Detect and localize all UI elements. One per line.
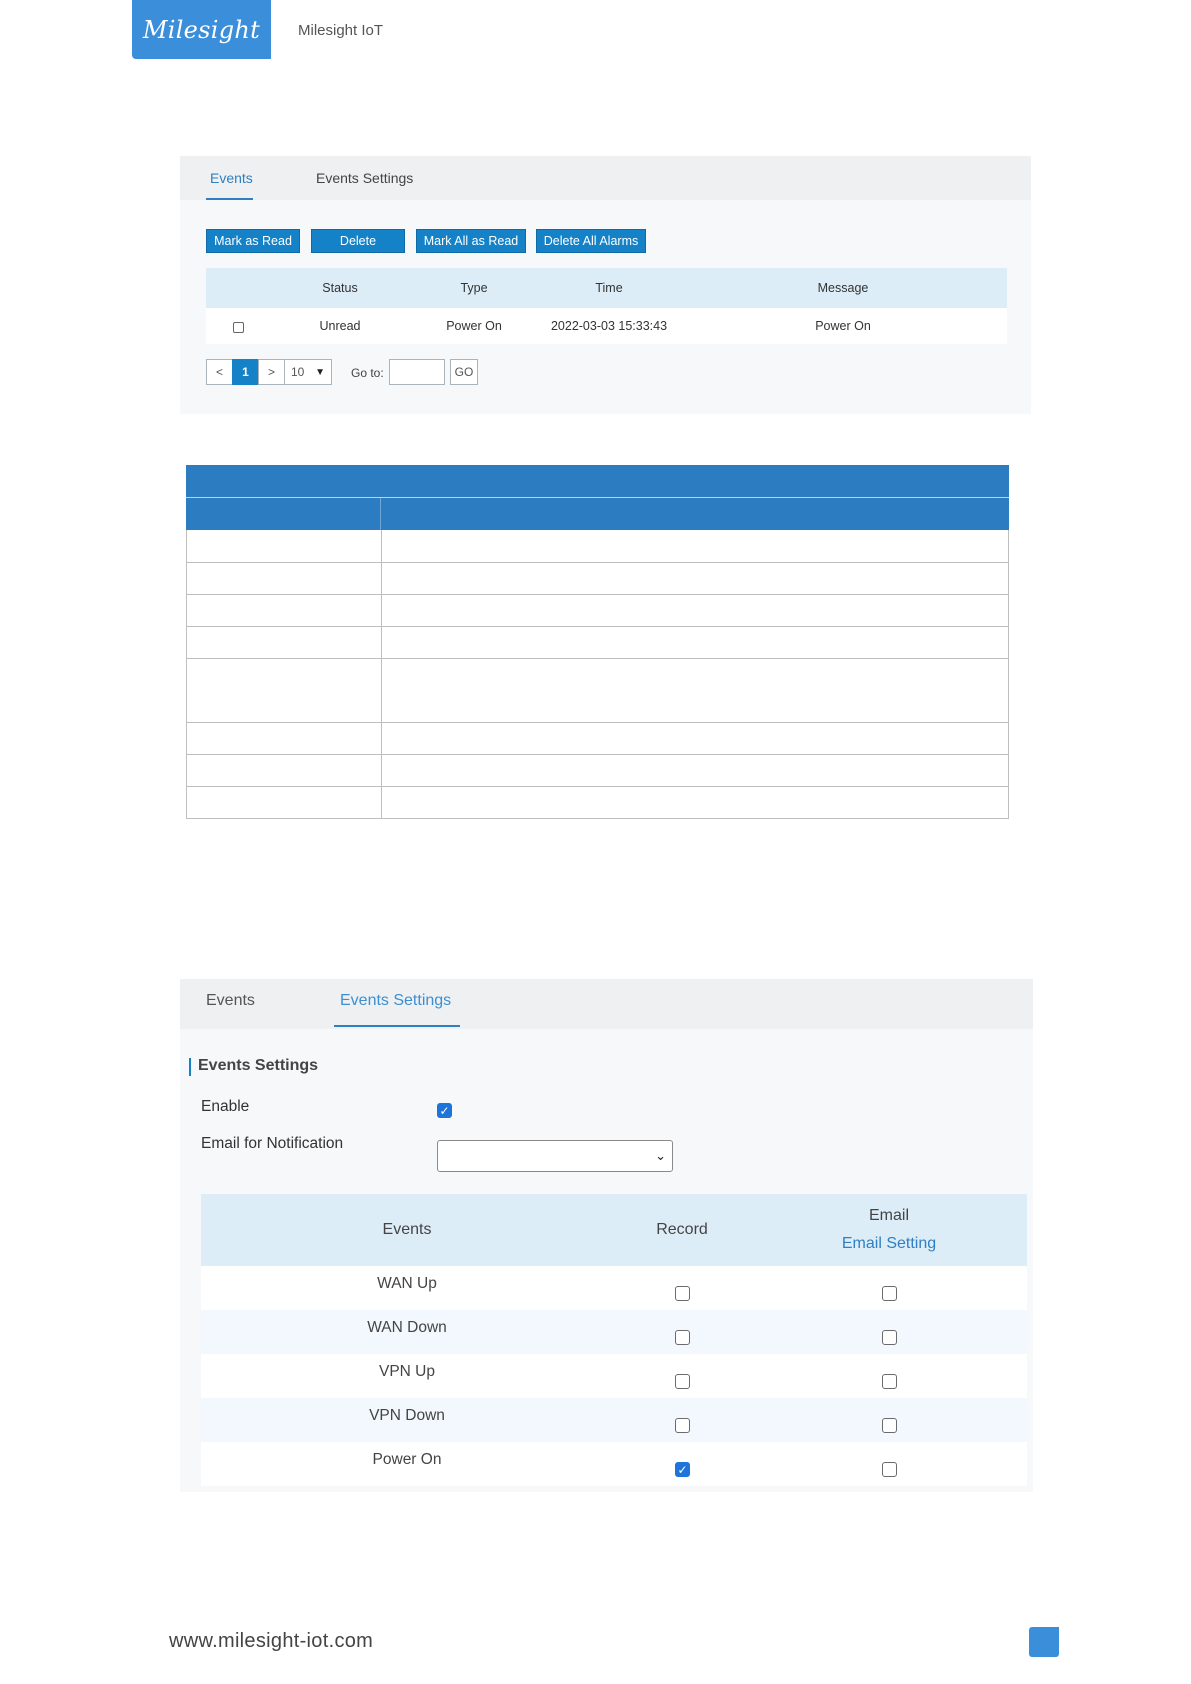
record-checkbox[interactable] xyxy=(675,1374,690,1389)
column-divider xyxy=(381,659,382,722)
events-tab-bar xyxy=(180,156,1031,200)
record-checkbox[interactable] xyxy=(675,1462,690,1477)
active-tab-indicator xyxy=(334,1025,460,1027)
table-row xyxy=(186,755,1009,787)
next-page-button[interactable]: > xyxy=(258,359,285,385)
table-row xyxy=(201,1266,1027,1310)
column-email: Email xyxy=(868,1207,910,1224)
cell-type: Power On xyxy=(446,319,502,333)
page-size-select[interactable] xyxy=(284,359,332,385)
chevron-down-icon: ▼ xyxy=(315,366,325,378)
check-icon: ✓ xyxy=(439,1103,450,1118)
table-title-row xyxy=(186,465,1009,498)
mark-all-as-read-button[interactable]: Mark All as Read xyxy=(416,229,526,253)
column-divider xyxy=(381,723,382,754)
tab-events[interactable]: Events xyxy=(206,992,255,1009)
enable-checkbox[interactable] xyxy=(437,1103,452,1118)
record-checkbox[interactable] xyxy=(675,1418,690,1433)
table-row xyxy=(186,659,1009,723)
email-checkbox[interactable] xyxy=(882,1330,897,1345)
table-row xyxy=(201,1398,1027,1442)
delete-button[interactable]: Delete xyxy=(311,229,405,253)
column-divider xyxy=(381,787,382,818)
email-checkbox[interactable] xyxy=(882,1286,897,1301)
email-setting-link[interactable]: Email Setting xyxy=(841,1235,937,1252)
chevron-down-icon: ⌄ xyxy=(655,1148,666,1163)
events-settings-panel xyxy=(180,979,1033,1492)
event-name: Power On xyxy=(372,1451,442,1468)
record-checkbox[interactable] xyxy=(675,1286,690,1301)
mark-as-read-button[interactable]: Mark as Read xyxy=(206,229,300,253)
column-divider xyxy=(381,563,382,594)
section-accent-bar xyxy=(189,1058,191,1076)
section-title: Events Settings xyxy=(198,1057,319,1074)
active-tab-indicator xyxy=(206,198,253,200)
table-row xyxy=(186,787,1009,819)
table-row xyxy=(206,308,1007,344)
brand-name: Milesight IoT xyxy=(298,22,384,39)
page-size-value: 10 xyxy=(291,365,305,379)
milesight-logo xyxy=(132,0,271,59)
email-notification-select[interactable] xyxy=(437,1140,673,1172)
record-checkbox[interactable] xyxy=(675,1330,690,1345)
footer-url[interactable]: www.milesight-iot.com xyxy=(169,1630,374,1652)
column-divider xyxy=(381,755,382,786)
blank-table xyxy=(186,465,1009,819)
table-header-row xyxy=(186,498,1009,530)
event-name: WAN Down xyxy=(367,1319,447,1336)
enable-label: Enable xyxy=(201,1098,250,1115)
email-checkbox[interactable] xyxy=(882,1462,897,1477)
cell-time: 2022-03-03 15:33:43 xyxy=(550,319,668,333)
events-settings-table xyxy=(201,1194,1027,1486)
email-notification-label: Email for Notification xyxy=(201,1135,344,1152)
go-button[interactable]: GO xyxy=(450,359,478,385)
tab-events-settings[interactable]: Events Settings xyxy=(316,170,414,186)
table-row xyxy=(186,595,1009,627)
goto-page-input[interactable] xyxy=(389,359,445,385)
row-select-checkbox[interactable] xyxy=(233,322,244,333)
events-table xyxy=(206,268,1007,344)
prev-page-button[interactable]: < xyxy=(206,359,233,385)
delete-all-alarms-button[interactable]: Delete All Alarms xyxy=(536,229,646,253)
table-header xyxy=(201,1194,1027,1266)
page-number-current[interactable]: 1 xyxy=(232,359,259,385)
logo-text: Milesight xyxy=(142,15,261,44)
check-icon: ✓ xyxy=(677,1462,688,1477)
column-divider xyxy=(381,595,382,626)
column-events: Events xyxy=(382,1221,432,1238)
table-row xyxy=(186,563,1009,595)
column-divider xyxy=(381,530,382,562)
column-divider xyxy=(380,498,381,530)
table-row xyxy=(201,1442,1027,1486)
events-panel xyxy=(180,156,1031,414)
event-name: VPN Down xyxy=(369,1407,445,1424)
table-row xyxy=(186,723,1009,755)
page-corner-mark xyxy=(1029,1627,1059,1657)
column-time: Time xyxy=(595,281,623,295)
table-row xyxy=(201,1310,1027,1354)
column-message: Message xyxy=(817,281,869,295)
cell-status: Unread xyxy=(319,319,361,333)
tab-events-settings[interactable]: Events Settings xyxy=(340,992,452,1009)
table-row xyxy=(186,530,1009,563)
tab-events[interactable]: Events xyxy=(210,170,253,186)
event-name: WAN Up xyxy=(377,1275,437,1292)
table-header xyxy=(206,268,1007,308)
email-checkbox[interactable] xyxy=(882,1418,897,1433)
goto-label: Go to: xyxy=(351,366,384,380)
column-record: Record xyxy=(656,1221,708,1238)
cell-message: Power On xyxy=(815,319,871,333)
event-name: VPN Up xyxy=(379,1363,435,1380)
table-row xyxy=(186,627,1009,659)
column-type: Type xyxy=(460,281,488,295)
table-row xyxy=(201,1354,1027,1398)
column-status: Status xyxy=(322,281,358,295)
settings-tab-bar xyxy=(180,979,1033,1029)
column-divider xyxy=(381,627,382,658)
email-checkbox[interactable] xyxy=(882,1374,897,1389)
